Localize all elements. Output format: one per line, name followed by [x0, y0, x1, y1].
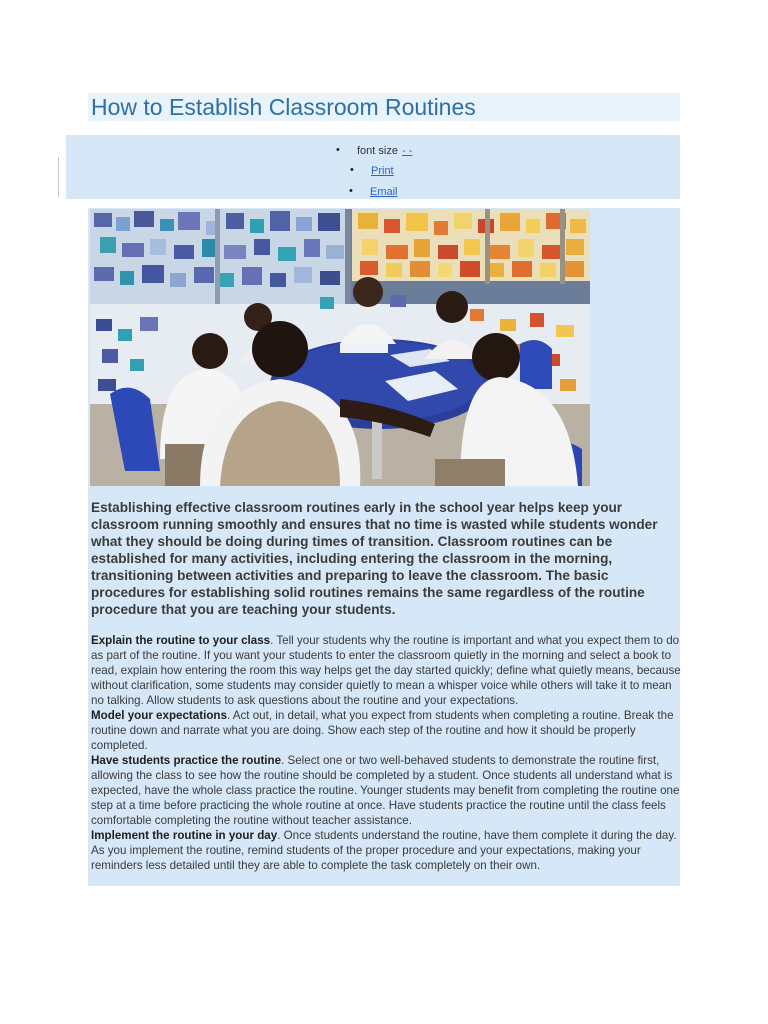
step-heading: Have students practice the routine — [91, 754, 282, 767]
step-paragraph — [91, 708, 681, 753]
article-steps — [91, 633, 681, 873]
step-heading: Explain the routine to your class — [91, 634, 271, 647]
step-text: . Once students understand the routine, have them complete it during the day. As you implement the routine, remind students of the proper procedure and your expectations, making your reminders less detailed until they are able to complete the task completely on their own. — [91, 829, 677, 872]
divider — [58, 157, 59, 197]
email-link[interactable]: Email — [370, 186, 398, 198]
step-heading: Model your expectations — [91, 709, 227, 722]
email-item — [349, 185, 398, 199]
bullet-icon: • — [349, 185, 353, 197]
page-title: How to Establish Classroom Routines — [91, 94, 476, 120]
article-tools — [66, 135, 680, 199]
font-size-link[interactable]: - - — [401, 145, 413, 157]
print-item — [350, 164, 394, 178]
print-link[interactable]: Print — [371, 165, 394, 177]
article-intro: Establishing effective classroom routines early in the school year helps keep your classroom running smoothly and ensures that no time is wasted while students wonder what they should be doing during times of transition. Classroom routines can be established for many activities, including entering the classroom in the morning, transitioning between activities and preparing to leave the classroom. The basic procedures for establishing solid routines remains the same regardless of the routine procedure that you are teaching your students. — [91, 500, 658, 617]
bullet-icon: • — [350, 164, 354, 176]
bullet-icon: • — [336, 144, 340, 156]
step-heading: Implement the routine in your day — [91, 829, 278, 842]
title-bar — [88, 93, 680, 121]
classroom-photo — [90, 209, 590, 486]
step-paragraph — [91, 753, 681, 828]
font-size-label: font size — [357, 145, 398, 157]
step-text: . Act out, in detail, what you expect from students when completing a routine. Break the routine down and narrate what you are doing. Show each step of the routine and how it should be properly completed. — [91, 709, 674, 752]
step-paragraph — [91, 633, 681, 708]
font-size-control — [336, 144, 413, 158]
step-paragraph — [91, 828, 681, 873]
step-text: . Tell your students why the routine is important and what you expect them to do as part of the routine. If you want your students to enter the classroom quietly in the morning and select a book to read, explain how entering the room this way helps get the day started quickly; define what quietly means, because without clarification, some students may consider quietly to mean a whisper voice while others will take it to mean no talking. Allow students to ask questions about the routine and your expectations. — [91, 634, 681, 707]
step-text: . Select one or two well-behaved students to demonstrate the routine first, allowing the class to see how the routine should be completed by a student. Once students all understand what is expected, have the whole class practice the routine. Younger students may benefit from completing the routine one step at a time before practicing the whole routine at once. Have students practice the routine until the class feels comfortable completing the routine without teacher assistance. — [91, 754, 680, 827]
